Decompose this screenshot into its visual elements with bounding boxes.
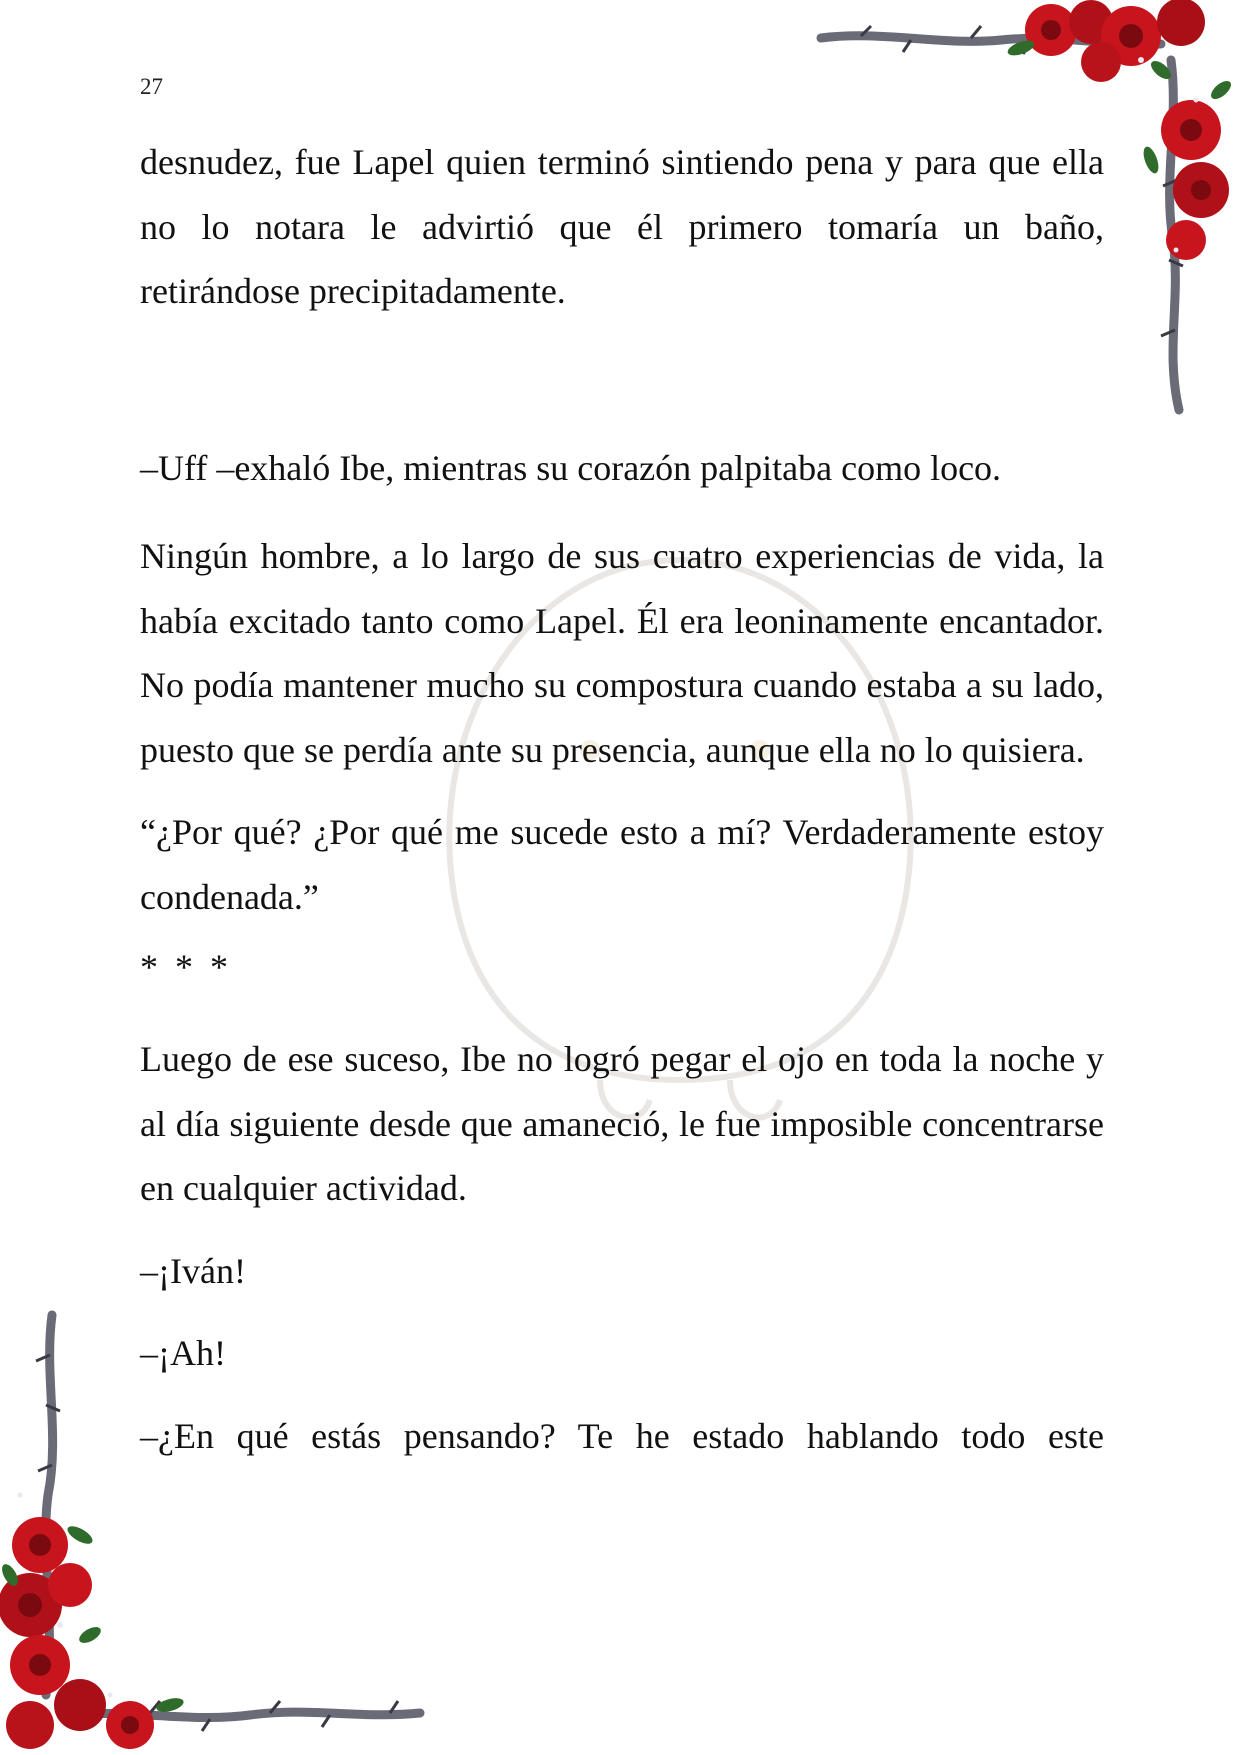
dialogue-ah: –¡Ah! — [140, 1333, 226, 1373]
page-number: 27 — [140, 74, 163, 99]
paragraph-4: “¿Por qué? ¿Por qué me sucede esto a mí? Verdaderamente estoy condenada.” — [140, 812, 1104, 917]
paragraph-1: desnudez, fue Lapel quien terminó sintiendo pena y para que ella no lo notara le advirtió que él primero tomaría un baño, retirándose precipitadamente. — [140, 142, 1104, 311]
paragraph-2: –Uff –exhaló Ibe, mientras su corazón palpitaba como loco. — [140, 447, 1002, 488]
body-text — [140, 130, 1104, 1468]
dialogue-pensando: –¿En qué estás pensando? Te he estado hablando todo este — [140, 1415, 1104, 1456]
scene-separator: * * * — [140, 947, 232, 987]
paragraph-5: Luego de ese suceso, Ibe no logró pegar el ojo en toda la noche y al día siguiente desde que amaneció, le fue imposible concentrarse en cualquier actividad. — [140, 1039, 1104, 1208]
dialogue-ivan: –¡Iván! — [140, 1250, 246, 1291]
paragraph-3: Ningún hombre, a lo largo de sus cuatro experiencias de vida, la había excitado tanto como Lapel. Él era leoninamente encantador. No podía mantener mucho su compostura cuando estaba a su lado, puesto que se perdía ante su presencia, aunque ella no lo quisiera. — [140, 536, 1104, 770]
